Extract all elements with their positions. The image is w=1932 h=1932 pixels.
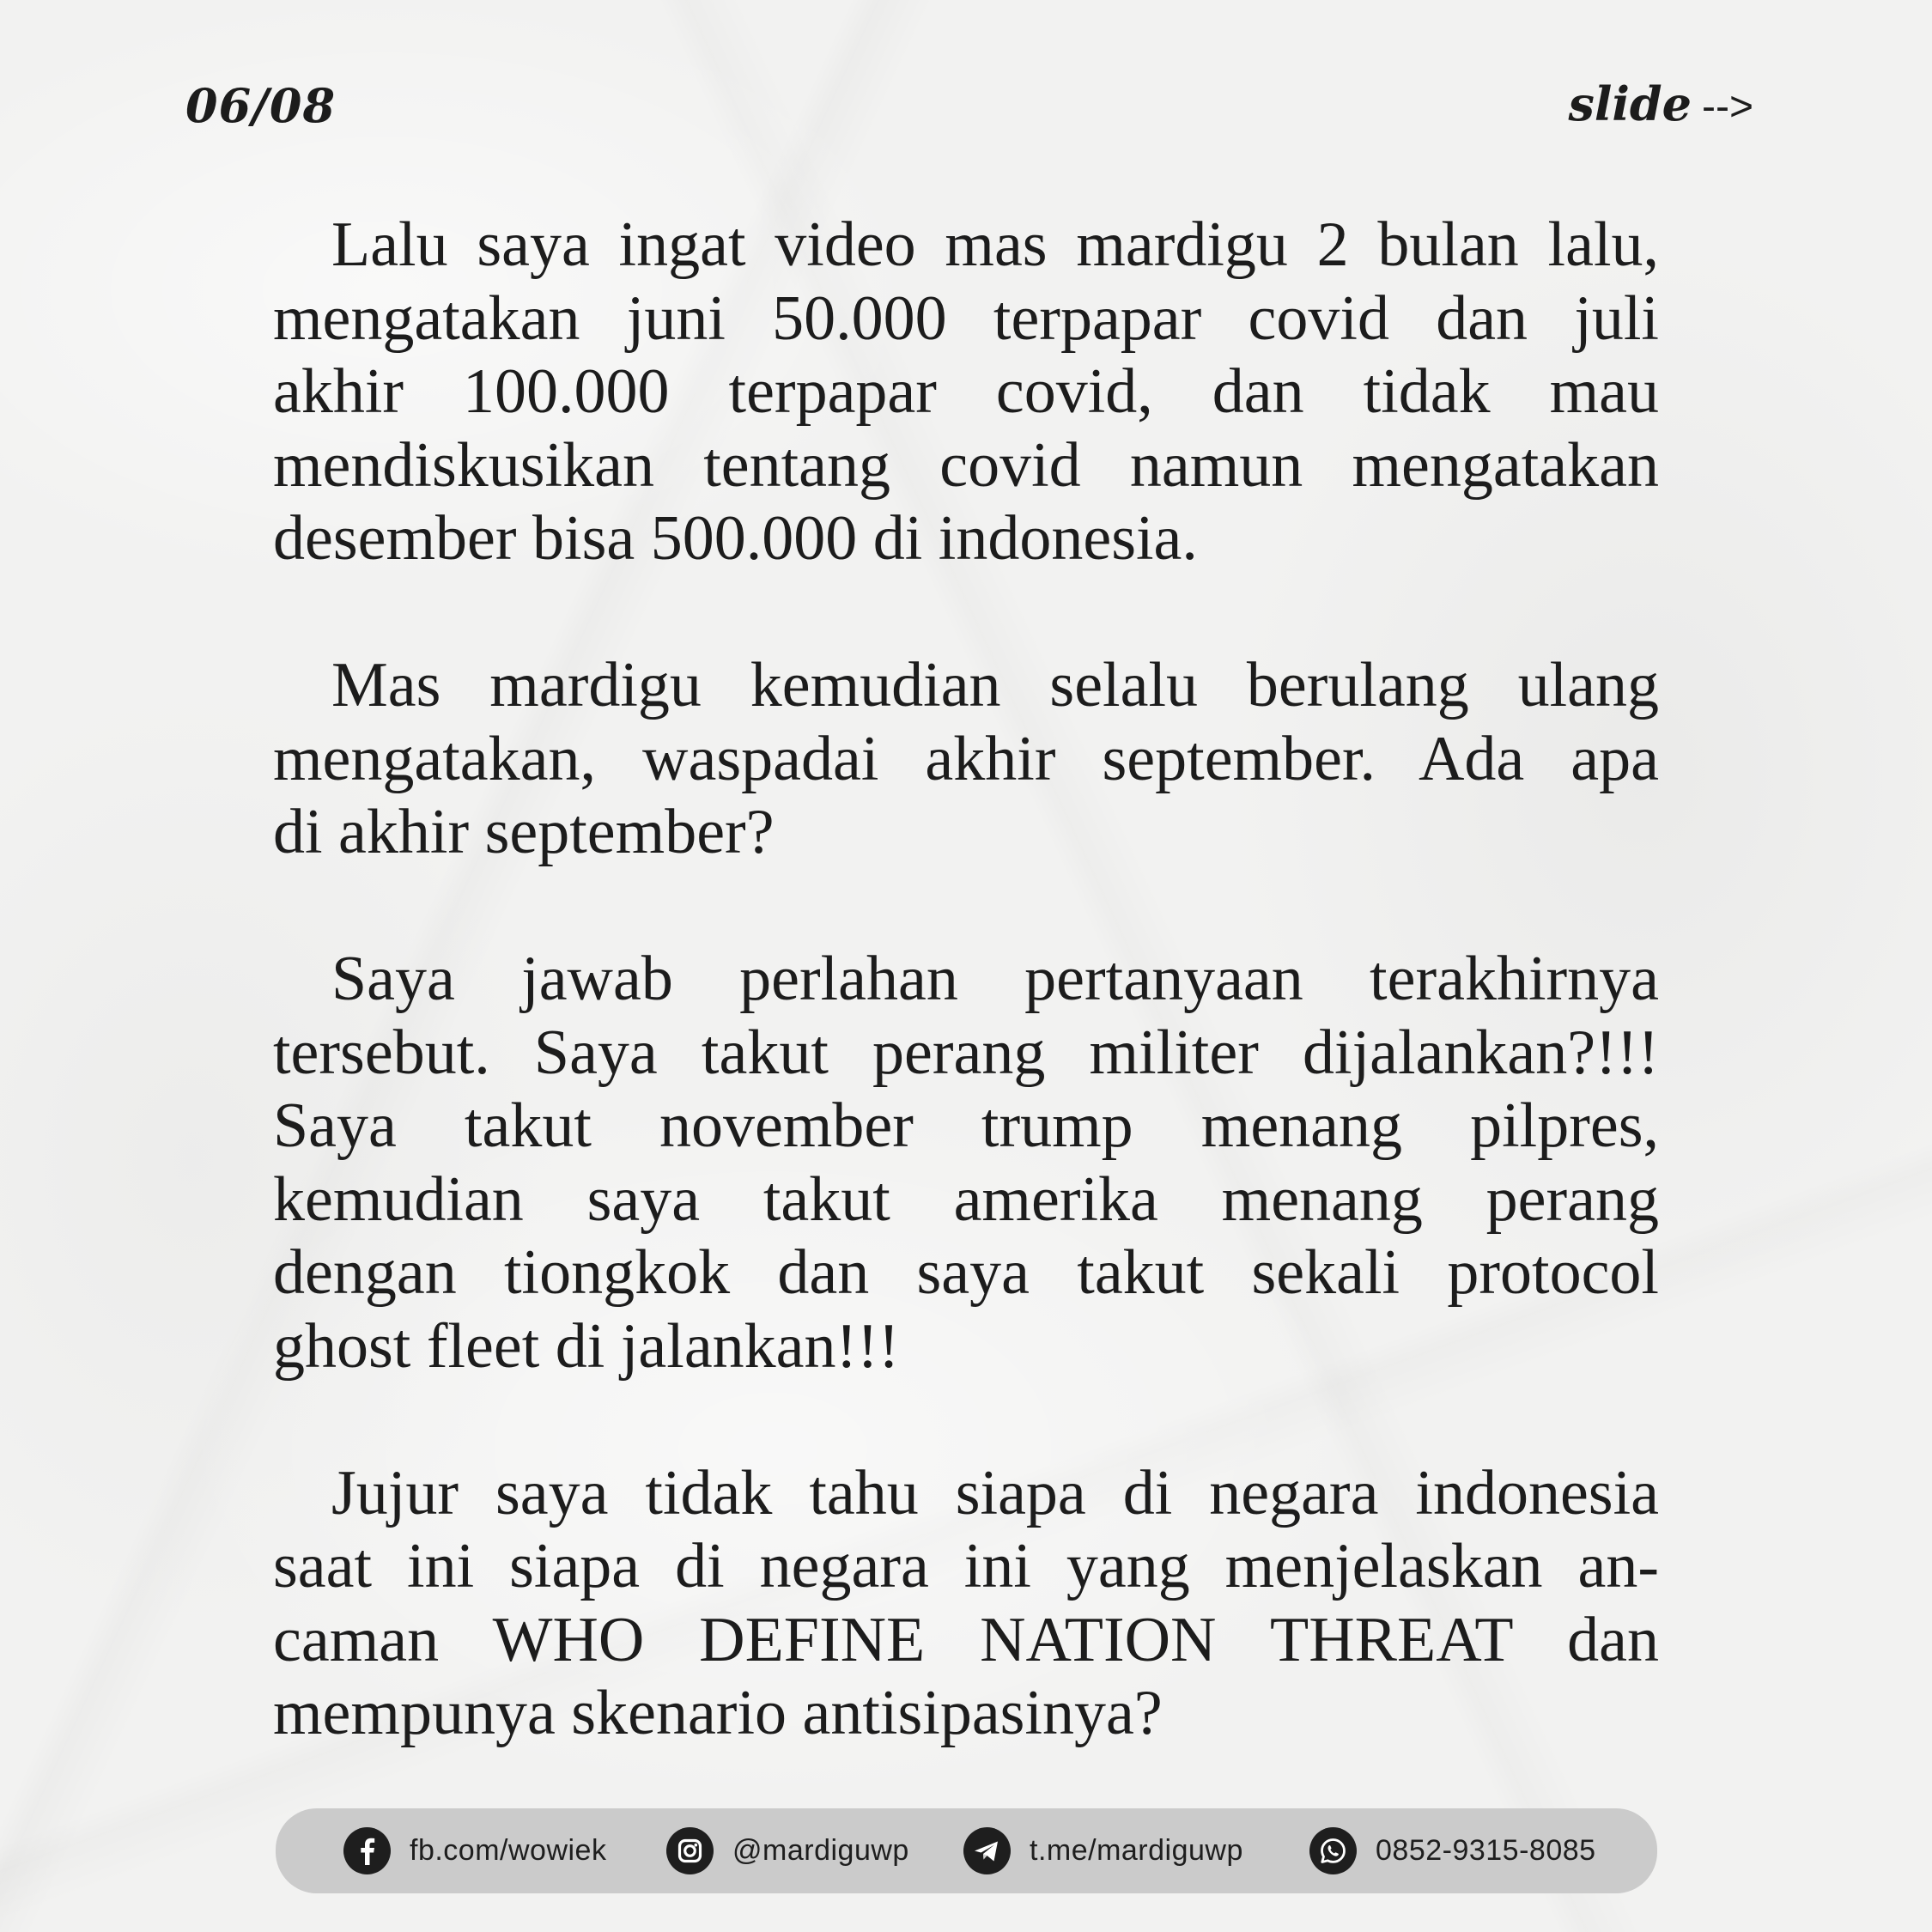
facebook-icon (343, 1827, 391, 1874)
text-line: saat ini siapa di negara ini yang menjelaskan an- (273, 1531, 1659, 1601)
text-line: mengatakan, waspadai akhir september. Ada apa (273, 723, 1659, 794)
contact-whatsapp-label: 0852-9315-8085 (1376, 1834, 1596, 1867)
text-line: ghost fleet di jalankan!!! (273, 1310, 900, 1382)
telegram-icon (963, 1827, 1011, 1874)
slide-hint-label: slide (1568, 76, 1692, 131)
text-line: Mas mardigu kemudian selalu berulang ulang (331, 650, 1659, 720)
text-line: dengan tiongkok dan saya takut sekali protocol (273, 1237, 1659, 1308)
text-line: Lalu saya ingat video mas mardigu 2 bulan lalu, (331, 210, 1659, 280)
contact-instagram[interactable] (666, 1808, 909, 1893)
text-line: akhir 100.000 terpapar covid, dan tidak mau (273, 356, 1659, 427)
whatsapp-icon (1309, 1827, 1357, 1874)
arrow-right-icon: --> (1702, 84, 1753, 130)
text-line: Jujur saya tidak tahu siapa di negara indonesia (331, 1457, 1659, 1528)
contact-facebook-label: fb.com/wowiek (410, 1834, 607, 1867)
instagram-icon (666, 1827, 714, 1874)
text-line: Saya takut november trump menang pilpres, (273, 1091, 1659, 1161)
contact-telegram-label: t.me/mardiguwp (1030, 1834, 1243, 1867)
contact-bar (276, 1808, 1657, 1893)
text-line: tersebut. Saya takut perang militer dijalankan?!!! (273, 1017, 1659, 1088)
text-line: Saya jawab perlahan pertanyaan terakhirnya (331, 944, 1659, 1014)
text-line: desember bisa 500.000 di indonesia. (273, 503, 1198, 574)
contact-instagram-label: @mardiguwp (732, 1834, 909, 1867)
next-slide-hint[interactable] (1568, 74, 1753, 137)
paragraph-3 (273, 943, 1659, 1383)
paragraph-4 (273, 1457, 1659, 1751)
text-line: mendiskusikan tentang covid namun mengatakan (273, 429, 1659, 501)
paragraph-2 (273, 649, 1659, 870)
text-line: kemudian saya takut amerika menang perang (273, 1163, 1659, 1235)
article-body (273, 209, 1659, 1751)
contact-whatsapp[interactable] (1309, 1808, 1596, 1893)
text-line: di akhir september? (273, 797, 775, 867)
text-line: caman WHO DEFINE NATION THREAT dan (273, 1604, 1659, 1675)
contact-facebook[interactable] (343, 1808, 606, 1893)
paragraph-1 (273, 209, 1659, 576)
text-line: mengatakan juni 50.000 terpapar covid dan juli (273, 283, 1659, 354)
contact-telegram[interactable] (963, 1808, 1243, 1893)
text-line: mempunya skenario antisipasinya? (273, 1678, 1163, 1748)
page-counter: 06/08 (185, 78, 337, 133)
